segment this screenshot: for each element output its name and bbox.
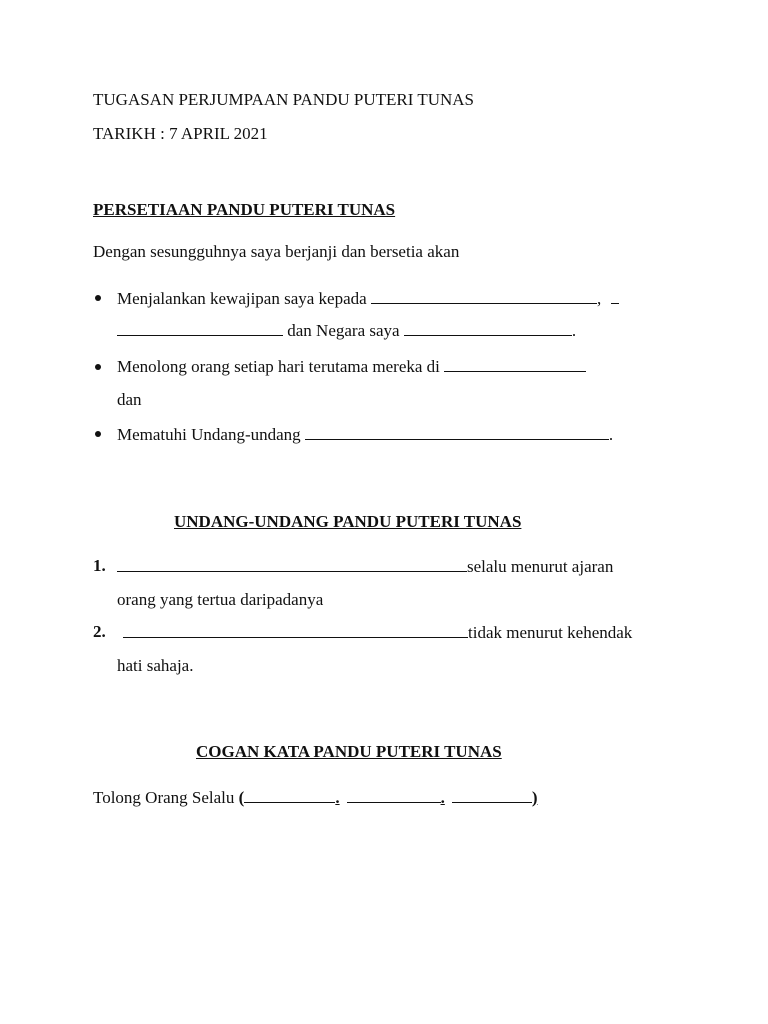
pledge-item-2-text: Menolong orang setiap hari terutama mereka di [117,357,445,376]
bullet-dot [95,431,101,437]
blank-field[interactable] [117,320,283,336]
law-2-cont: hati sahaja. [117,656,194,675]
pledge-item-1b-end: . [571,321,577,340]
pledge-item-3 [117,424,613,445]
pledge-item-2-cont: dan [117,390,142,409]
pledge-item-1 [117,288,619,309]
blank-field[interactable] [347,787,441,803]
motto-close-paren: ) [531,788,538,807]
blank-field[interactable] [305,424,609,440]
law-1 [117,556,613,577]
blank-field[interactable] [371,288,597,304]
pledge-item-1b-text: dan Negara saya [283,321,404,340]
law-1-cont: orang yang tertua daripadanya [117,590,324,609]
bullet-dot [95,364,101,370]
motto-open-paren: ( [238,788,245,807]
law-2-number: 2. [93,622,106,641]
blank-field[interactable] [452,787,532,803]
blank-field[interactable] [117,556,467,572]
pledge-item-3-end: . [608,425,614,444]
blank-field[interactable] [611,288,619,304]
laws-heading: UNDANG-UNDANG PANDU PUTERI TUNAS [174,512,522,531]
bullet-dot [95,295,101,301]
motto-dot-2: . [440,788,445,807]
law-2-text: tidak menurut kehendak [468,623,633,642]
pledge-heading: PERSETIAAN PANDU PUTERI TUNAS [93,200,396,219]
pledge-item-3-text: Mematuhi Undang-undang [117,425,305,444]
blank-field[interactable] [244,787,335,803]
pledge-item-1-cont [117,320,576,341]
blank-field[interactable] [404,320,572,336]
motto-line [93,787,538,808]
motto-heading: COGAN KATA PANDU PUTERI TUNAS [196,742,502,761]
pledge-item-2 [117,356,586,377]
pledge-intro: Dengan sesungguhnya saya berjanji dan bersetia akan [93,242,460,261]
pledge-item-1-sep: , [596,289,602,308]
law-1-number: 1. [93,556,106,575]
blank-field[interactable] [444,356,586,372]
worksheet-date: TARIKH : 7 APRIL 2021 [93,124,268,143]
motto-prefix: Tolong Orang Selalu [93,788,239,807]
motto-dot-1: . [335,788,340,807]
law-1-text: selalu menurut ajaran [467,557,614,576]
blank-field[interactable] [123,622,468,638]
worksheet-title: TUGASAN PERJUMPAAN PANDU PUTERI TUNAS [93,90,474,109]
law-2 [123,622,632,643]
pledge-item-1-text: Menjalankan kewajipan saya kepada [117,289,371,308]
